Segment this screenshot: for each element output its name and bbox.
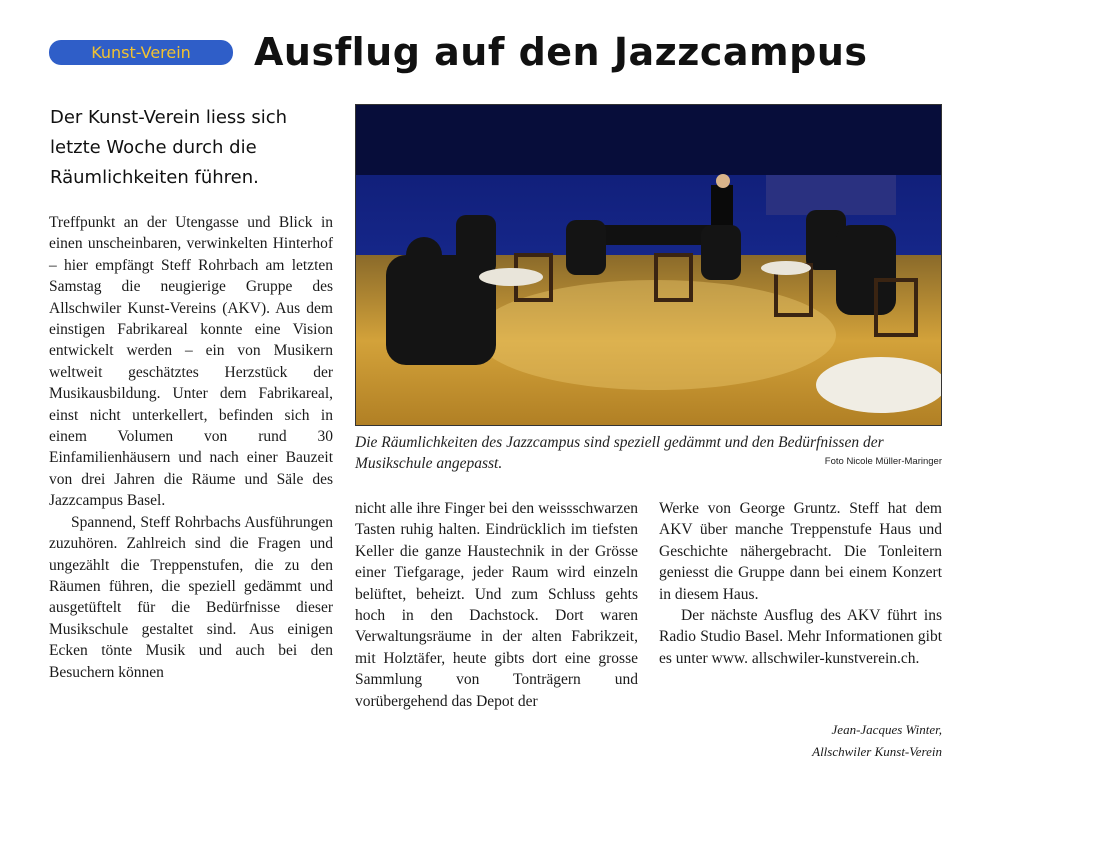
article-column-3 [659,498,942,669]
article-photo [355,104,942,426]
article-headline: Ausflug auf den Jazzcampus [254,30,868,74]
byline-organization: Allschwiler Kunst-Verein [812,744,942,759]
section-tag: Kunst-Verein [49,40,233,65]
paragraph: Der nächste Ausflug des AKV führt ins Radio Studio Basel. Mehr Informationen gibt es unter www. allschwiler-kunstverein.ch. [659,607,942,667]
article-column-1 [49,212,333,683]
paragraph: Spannend, Steff Rohrbachs Ausführungen zuzuhören. Zahlreich sind die Fragen und ungezählt die Treppenstufen, die zu den Räumen führen, die speziell gedämmt und ausgetüftelt für die Bedürfnisse dieser Musikschule gestaltet sind. Aus einigen Ecken tönte Musik und auch bei den Besuchern können [49,513,333,681]
paragraph: Werke von George Gruntz. Steff hat dem AKV über manche Treppenstufe Haus und Geschichte nähergebracht. Die Tonleitern geniesst die Gruppe dann bei einem Konzert in diesem Haus. [659,500,942,603]
jazzcampus-photo-illustration [356,105,942,426]
paragraph: Treffpunkt an der Utengasse und Blick in einen unscheinbaren, verwinkelten Hinterhof – hier empfängt Steff Rohrbach am letzten Samstag die neugierige Gruppe des Allschwiler Kunst-Vereins (AKV). Aus dem einstigen Fabrikareal konnte eine Vision entwickelt werden – ein von Musikern weltweit geschätztes Herzstück der Musikausbildung. Unter dem Fabrikareal, einst nicht unterkellert, befinden sich in einem Volumen von rund 30 Einfamilienhäusern und nach einer Bauzeit von drei Jahren die Räume und Säle des Jazzcampus Basel. [49,214,333,510]
article-column-2 [355,498,638,712]
byline [700,719,942,763]
byline-author: Jean-Jacques Winter, [831,722,942,737]
article-lead: Der Kunst-Verein liess sich letzte Woche durch die Räumlichkeiten führen. [50,107,288,188]
photo-credit: Foto Nicole Müller-Maringer [824,456,942,467]
paragraph: nicht alle ihre Finger bei den weissschwarzen Tasten ruhig halten. Eindrücklich im tiefsten Keller die ganze Haustechnik in der Grösse einer Tiefgarage, jeder Raum wird einzeln belüftet, beheizt. Und zum Schluss gehts hoch in den Dachstock. Dort waren Verwaltungsräume in der alten Fabrikzeit, mit Holztäfer, heute gibts dort eine grosse Sammlung von Tonträgern und vorübergehend das Depot der [355,500,638,710]
photo-caption: Die Räumlichkeiten des Jazzcampus sind speziell gedämmt und den Bedürfnissen der Musikschule angepasst. [355,434,884,472]
